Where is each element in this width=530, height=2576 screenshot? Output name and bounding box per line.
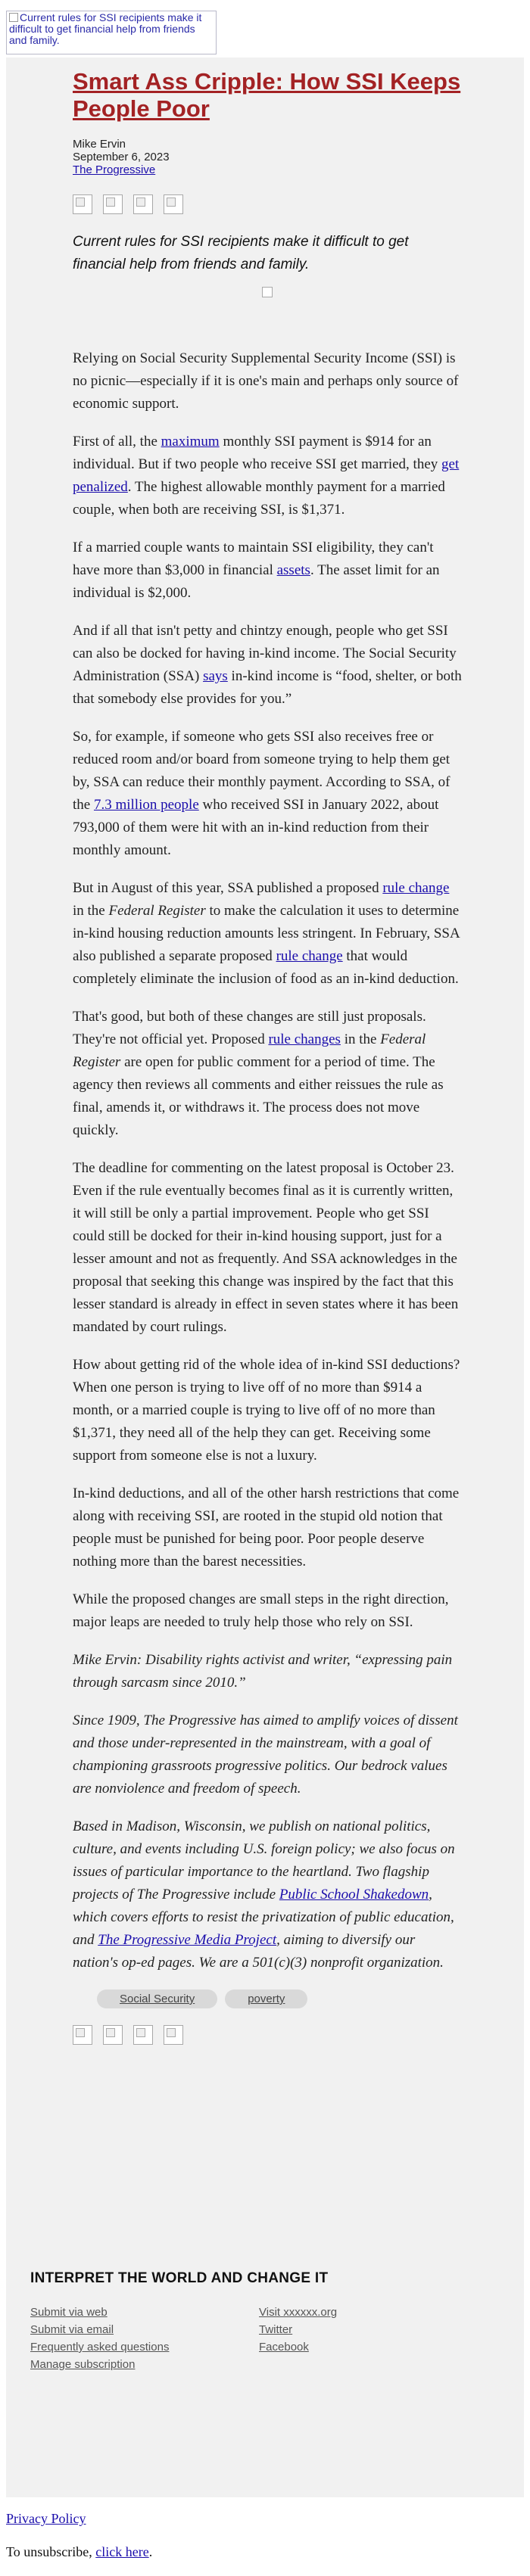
privacy-policy-link[interactable]: Privacy Policy [6,2511,86,2526]
share-email-icon[interactable] [164,2025,183,2045]
paragraph: In-kind deductions, and all of the other harsh restrictions that come along with receiving SSI, are rooted in the stupid old notion that people must be punished for being poor. Poor people deserve nothing more than the barest necessities. [73,1486,460,1570]
header-image[interactable] [6,11,217,54]
bottom-links [6,2509,152,2576]
article [73,58,462,2046]
tag-poverty[interactable]: poverty [225,1990,307,2008]
article-body [73,347,462,1974]
assets-link[interactable]: assets [276,562,310,578]
share-linkedin-icon[interactable] [133,194,153,214]
paragraph: First of all, the maximum monthly SSI payment is $914 for an individual. But if two people who receive SSI get married, they get penalized. The highest allowable monthly payment for a married couple, when both are receiving SSI, is $1,371. [73,434,460,518]
footer [30,2270,500,2373]
publication-link[interactable]: The Progressive [73,163,156,176]
tag-list [73,1990,462,2008]
says-link[interactable]: says [203,668,228,684]
share-twitter-icon[interactable] [103,194,123,214]
maximum-link[interactable]: maximum [161,434,220,450]
footer-heading: INTERPRET THE WORLD AND CHANGE IT [30,2270,329,2286]
unsubscribe-link[interactable]: click here [95,2544,149,2559]
share-row-top [73,194,462,216]
email-panel [6,58,524,2497]
manage-subscription-link[interactable]: Manage subscription [30,2358,136,2371]
paragraph: While the proposed changes are small steps in the right direction, major leaps are needed to truly help those who rely on SSI. [73,1591,449,1630]
submit-email-link[interactable]: Submit via email [30,2323,114,2336]
public-school-shakedown-link[interactable]: Public School Shakedown [279,1887,429,1902]
author: Mike Ervin [73,138,126,151]
submit-web-link[interactable]: Submit via web [30,2306,108,2319]
progressive-media-project-link[interactable]: The Progressive Media Project [98,1932,277,1948]
rule-change-link-2[interactable]: rule change [276,948,343,964]
million-people-link[interactable]: 7.3 million people [93,797,199,813]
unsubscribe-line: To unsubscribe, click here. [6,2544,153,2559]
share-facebook-icon[interactable] [73,2025,92,2045]
facebook-link[interactable]: Facebook [259,2341,309,2354]
hero-image [262,287,273,297]
paragraph: But in August of this year, SSA published a proposed rule change in the Federal Register to make the calculation it uses to determine in-kind housing reduction amounts less stringent. In February, SSA also published a separate proposed rule change that would completely eliminate the inclusion of food as an in-kind deduction. [73,880,460,987]
article-dek: Current rules for SSI recipients make it difficult to get financial help from friends and family. [73,234,409,272]
share-facebook-icon[interactable] [73,194,92,214]
share-email-icon[interactable] [164,194,183,214]
paragraph: How about getting rid of the whole idea of in-kind SSI deductions? When one person is trying to live off of no more than $914 a month, or a married couple is trying to live off of no more than $1,371, they need all of the help they can get. Receiving some support from someone else is not a luxury. [73,1357,460,1464]
twitter-link[interactable]: Twitter [259,2323,293,2336]
paragraph: That's good, but both of these changes are still just proposals. They're not official yet. Proposed rule changes in the Federal Register are open for public comment for a period of time. The agency then reviews all comments and either reissues the rule as final, amends it, or withdraws it. The process does not move quickly. [73,1009,444,1138]
rule-change-link[interactable]: rule change [382,880,450,896]
article-title[interactable]: Smart Ass Cripple: How SSI Keeps People Poor [73,68,461,122]
share-row-bottom [73,2025,462,2046]
paragraph: So, for example, if someone who gets SSI also receives free or reduced room and/or board from someone trying to help them get by, SSA can reduce their monthly payment. According to SSA, of the 7.3 million people who received SSI in January 2022, about 793,000 of them were hit with an in-kind reduction from their monthly amount. [73,729,450,858]
about-progressive-2: Based in Madison, Wisconsin, we publish on national politics, culture, and events including U.S. foreign policy; we also focus on issues of particular importance to the heartland. Two flagship projects of The Progressive include Public School Shakedown, which covers efforts to resist the privatization of public education, and The Progressive Media Project, aiming to diversify our nation's op-ed pages. We are a 501(c)(3) nonprofit organization. [73,1818,455,1971]
date: September 6, 2023 [73,151,170,163]
paragraph: Relying on Social Security Supplemental Security Income (SSI) is no picnic—especially if it is one's main and perhaps only source of economic support. [73,350,459,412]
faq-link[interactable]: Frequently asked questions [30,2341,170,2354]
share-twitter-icon[interactable] [103,2025,123,2045]
byline [73,138,462,176]
tag-social-security[interactable]: Social Security [97,1990,217,2008]
broken-image-icon [9,13,18,22]
paragraph: And if all that isn't petty and chintzy enough, people who get SSI can also be docked for having in-kind income. The Social Security Administration (SSA) says in-kind income is “food, shelter, or both that somebody else provides for you.” [73,623,462,707]
share-linkedin-icon[interactable] [133,2025,153,2045]
get-penalized-link[interactable]: get penalized [73,456,460,495]
paragraph: The deadline for commenting on the latest proposal is October 23. Even if the rule eventually becomes final as it is currently written, it will still be only a partial improvement. People who get SSI could still be docked for their in-kind housing support, just for a lesser amount and not as frequently. And SSA acknowledges in the proposal that seeking this change was inspired by the fact that this lesser standard is already in effect in seven states where it has been mandated by court rulings. [73,1160,459,1335]
rule-changes-link[interactable]: rule changes [268,1031,341,1047]
footer-links [30,2304,500,2373]
visit-site-link[interactable]: Visit xxxxxx.org [259,2306,338,2319]
about-progressive: Since 1909, The Progressive has aimed to amplify voices of dissent and those under-represented in the mainstream, with a goal of championing grassroots progressive politics. Our bedrock values are nonviolence and freedom of speech. [73,1713,458,1797]
footer-left-links [30,2304,259,2373]
author-bio: Mike Ervin: Disability rights activist and writer, “expressing pain through sarcasm since 2010.” [73,1652,453,1691]
paragraph: If a married couple wants to maintain SSI eligibility, they can't have more than $3,000 in financial assets. The asset limit for an individual is $2,000. [73,540,440,601]
footer-right-links [259,2304,488,2373]
header-image-alt: Current rules for SSI recipients make it difficult to get financial help from friends and family. [9,11,202,46]
